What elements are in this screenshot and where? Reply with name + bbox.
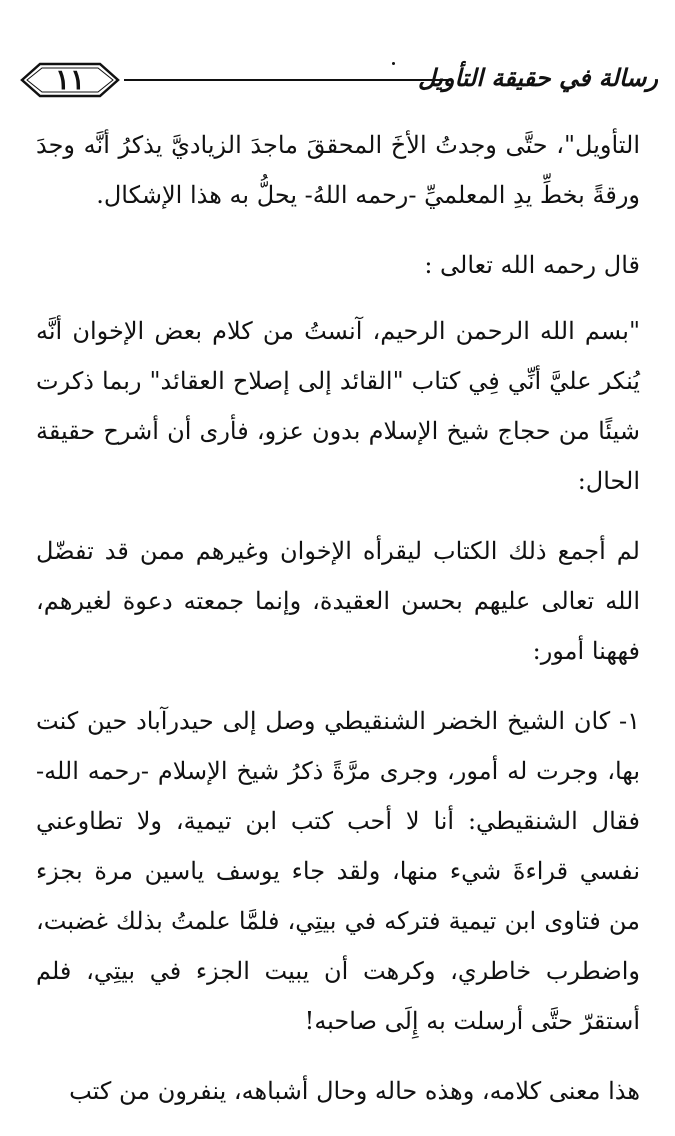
paragraph-intro: التأويل"، حتَّى وجدتُ الأخَ المحققَ ماجدَ الزياديَّ يذكرُ أنَّه وجدَ ورقةً بخطِّ يدِ المعلميِّ -رحمه اللهُ- يحلُّ به هذا الإشكال.	[36, 131, 640, 209]
paragraph-conclusion: هذا معنى كلامه، وهذه حاله وحال أشباهه، ينفرون من كتب	[69, 1077, 640, 1105]
paragraph-quote-opening: "بسم الله الرحمن الرحيم، آنستُ من كلام بعض الإخوان أنَّه يُنكر عليَّ أنِّي فِي كتاب "القائد إلى إصلاح العقائد" ربما ذكرت شيئًا من حجاج شيخ الإسلام بدون عزو، فأرى أن أشرح حقيقة الحال:	[36, 317, 640, 495]
page-body	[36, 120, 640, 1136]
header-divider	[124, 79, 450, 81]
header-dot	[392, 62, 395, 65]
paragraph-purpose: لم أجمع ذلك الكتاب ليقرأه الإخوان وغيرهم ممن قد تفضّل الله تعالى عليهم بحسن العقيدة، وإنما جمعته دعوة لغيرهم، فههنا أمور:	[36, 537, 640, 665]
paragraph-quote-intro: قال رحمه الله تعالى :	[424, 251, 640, 279]
page-number-badge	[18, 60, 122, 100]
paragraph-point-one: ١- كان الشيخ الخضر الشنقيطي وصل إلى حيدرآباد حين كنت بها، وجرت له أمور، وجرى مرَّةً ذكرُ شيخ الإسلام -رحمه الله- فقال الشنقيطي: أنا لا أحب كتب ابن تيمية، ولا تطاوعني نفسي قراءةَ شيء منها، ولقد جاء يوسف ياسين مرة بجزء من فتاوى ابن تيمية فتركه في بيتِي، فلمَّا علمتُ بذلك غضبت، واضطرب خاطري، وكرهت أن يبيت الجزء في بيتِي، فلم أستقرّ حتَّى أرسلت به إِلَى صاحبه!	[36, 707, 640, 1035]
page-header	[18, 56, 658, 106]
page-number: ١١	[54, 63, 86, 96]
running-title: رسالة في حقيقة التأويل	[418, 63, 658, 92]
